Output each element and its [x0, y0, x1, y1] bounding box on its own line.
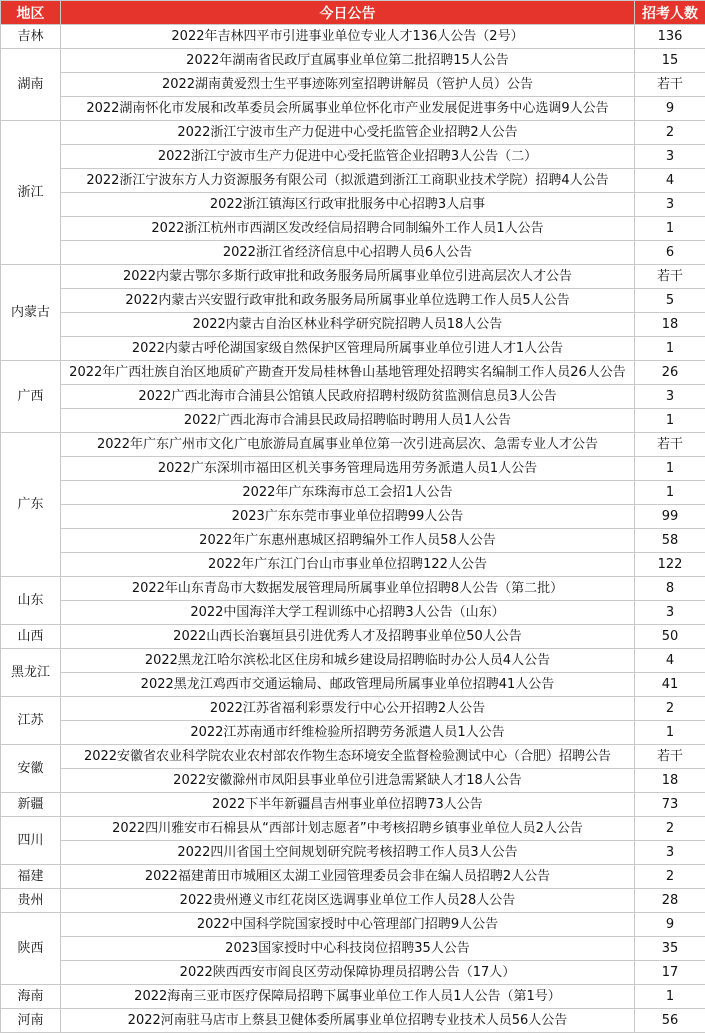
count-cell: 35	[635, 937, 705, 961]
notice-link[interactable]: 2022四川雅安市石棉县从“西部计划志愿者”中考核招聘乡镇事业单位人员2人公告	[61, 817, 635, 841]
notice-link[interactable]: 2022海南三亚市医疗保障局招聘下属事业单位工作人员1人公告（第1号）	[61, 985, 635, 1009]
notice-link[interactable]: 2022中国海洋大学工程训练中心招聘3人公告（山东）	[61, 601, 635, 625]
region-cell: 浙江	[1, 121, 61, 265]
table-row	[1, 697, 705, 721]
table-row	[1, 769, 705, 793]
header-region: 地区	[1, 1, 61, 25]
table-row	[1, 841, 705, 865]
notice-link[interactable]: 2023国家授时中心科技岗位招聘35人公告	[61, 937, 635, 961]
count-cell: 若干	[635, 265, 705, 289]
table-row	[1, 73, 705, 97]
notice-link[interactable]: 2022内蒙古兴安盟行政审批和政务服务局所属事业单位选聘工作人员5人公告	[61, 289, 635, 313]
count-cell: 41	[635, 673, 705, 697]
notice-link[interactable]: 2022福建莆田市城厢区太湖工业园管理委员会非在编人员招聘2人公告	[61, 865, 635, 889]
notice-link[interactable]: 2022江苏南通市纤维检验所招聘劳务派遣人员1人公告	[61, 721, 635, 745]
notice-link[interactable]: 2022贵州遵义市红花岗区选调事业单位工作人员28人公告	[61, 889, 635, 913]
count-cell: 若干	[635, 433, 705, 457]
header-notice: 今日公告	[61, 1, 635, 25]
region-cell: 湖南	[1, 49, 61, 121]
table-row	[1, 961, 705, 985]
table-row	[1, 745, 705, 769]
count-cell: 2	[635, 697, 705, 721]
region-cell: 陕西	[1, 913, 61, 985]
notice-link[interactable]: 2022安徽省农业科学院农业农村部农作物生态环境安全监督检验测试中心（合肥）招聘公告	[61, 745, 635, 769]
notice-link[interactable]: 2022浙江宁波市生产力促进中心受托监管企业招聘2人公告	[61, 121, 635, 145]
count-cell: 18	[635, 769, 705, 793]
count-cell: 18	[635, 313, 705, 337]
notice-link[interactable]: 2022年山东青岛市大数据发展管理局所属事业单位招聘8人公告（第二批）	[61, 577, 635, 601]
count-cell: 99	[635, 505, 705, 529]
table-row	[1, 193, 705, 217]
header-count: 招考人数	[635, 1, 705, 25]
table-header	[1, 1, 705, 25]
table-row	[1, 217, 705, 241]
count-cell: 56	[635, 1009, 705, 1033]
notice-link[interactable]: 2022内蒙古鄂尔多斯行政审批和政务服务局所属事业单位引进高层次人才公告	[61, 265, 635, 289]
table-row	[1, 865, 705, 889]
region-cell: 海南	[1, 985, 61, 1009]
table-row	[1, 529, 705, 553]
count-cell: 2	[635, 121, 705, 145]
notice-link[interactable]: 2022浙江宁波市生产力促进中心受托监管企业招聘3人公告（二）	[61, 145, 635, 169]
count-cell: 1	[635, 985, 705, 1009]
table-row	[1, 121, 705, 145]
region-cell: 江苏	[1, 697, 61, 745]
count-cell: 3	[635, 601, 705, 625]
notice-link[interactable]: 2022山西长治襄垣县引进优秀人才及招聘事业单位50人公告	[61, 625, 635, 649]
table-row	[1, 577, 705, 601]
region-cell: 山西	[1, 625, 61, 649]
table-row	[1, 649, 705, 673]
notice-link[interactable]: 2022江苏省福利彩票发行中心公开招聘2人公告	[61, 697, 635, 721]
table-row	[1, 889, 705, 913]
table-row	[1, 721, 705, 745]
count-cell: 58	[635, 529, 705, 553]
count-cell: 4	[635, 649, 705, 673]
notice-link[interactable]: 2022年广东惠州惠城区招聘编外工作人员58人公告	[61, 529, 635, 553]
notice-link[interactable]: 2022年吉林四平市引进事业单位专业人才136人公告（2号）	[61, 25, 635, 49]
notice-link[interactable]: 2022年广西壮族自治区地质矿产勘查开发局桂林鲁山基地管理处招聘实名编制工作人员26人公告	[61, 361, 635, 385]
header-row	[1, 1, 705, 25]
count-cell: 8	[635, 577, 705, 601]
count-cell: 1	[635, 409, 705, 433]
notice-link[interactable]: 2022年广东江门台山市事业单位招聘122人公告	[61, 553, 635, 577]
region-cell: 吉林	[1, 25, 61, 49]
notice-link[interactable]: 2022河南驻马店市上蔡县卫健体委所属事业单位招聘专业技术人员56人公告	[61, 1009, 635, 1033]
notice-link[interactable]: 2022内蒙古自治区林业科学研究院招聘人员18人公告	[61, 313, 635, 337]
region-cell: 四川	[1, 817, 61, 865]
count-cell: 5	[635, 289, 705, 313]
notice-link[interactable]: 2022黑龙江鸡西市交通运输局、邮政管理局所属事业单位招聘41人公告	[61, 673, 635, 697]
notice-link[interactable]: 2022湖南黄爱烈士生平事迹陈列室招聘讲解员（管护人员）公告	[61, 73, 635, 97]
count-cell: 若干	[635, 745, 705, 769]
table-row	[1, 241, 705, 265]
notice-link[interactable]: 2022浙江杭州市西湖区发改经信局招聘合同制编外工作人员1人公告	[61, 217, 635, 241]
count-cell: 73	[635, 793, 705, 817]
notice-link[interactable]: 2022下半年新疆昌吉州事业单位招聘73人公告	[61, 793, 635, 817]
table-row	[1, 337, 705, 361]
count-cell: 17	[635, 961, 705, 985]
table-row	[1, 553, 705, 577]
notice-link[interactable]: 2022广东深圳市福田区机关事务管理局选用劳务派遣人员1人公告	[61, 457, 635, 481]
count-cell: 3	[635, 841, 705, 865]
table-row	[1, 289, 705, 313]
count-cell: 50	[635, 625, 705, 649]
count-cell: 4	[635, 169, 705, 193]
count-cell: 28	[635, 889, 705, 913]
table-row	[1, 49, 705, 73]
count-cell: 15	[635, 49, 705, 73]
notice-link[interactable]: 2022年广东广州市文化广电旅游局直属事业单位第一次引进高层次、急需专业人才公告	[61, 433, 635, 457]
region-cell: 广西	[1, 361, 61, 433]
notice-link[interactable]: 2022安徽滁州市凤阳县事业单位引进急需紧缺人才18人公告	[61, 769, 635, 793]
table-body	[1, 25, 705, 1033]
region-cell: 新疆	[1, 793, 61, 817]
table-row	[1, 25, 705, 49]
table-row	[1, 817, 705, 841]
count-cell: 136	[635, 25, 705, 49]
region-cell: 安徽	[1, 745, 61, 793]
notice-link[interactable]: 2022浙江镇海区行政审批服务中心招聘3人启事	[61, 193, 635, 217]
count-cell: 6	[635, 241, 705, 265]
table-row	[1, 433, 705, 457]
table-row	[1, 601, 705, 625]
count-cell: 2	[635, 865, 705, 889]
count-cell: 1	[635, 337, 705, 361]
count-cell: 3	[635, 145, 705, 169]
notice-link[interactable]: 2022内蒙古呼伦湖国家级自然保护区管理局所属事业单位引进人才1人公告	[61, 337, 635, 361]
table-row	[1, 625, 705, 649]
table-row	[1, 265, 705, 289]
table-row	[1, 385, 705, 409]
table-row	[1, 793, 705, 817]
region-cell: 山东	[1, 577, 61, 625]
table-row	[1, 361, 705, 385]
count-cell: 9	[635, 913, 705, 937]
table-row	[1, 913, 705, 937]
region-cell: 黑龙江	[1, 649, 61, 697]
region-cell: 福建	[1, 865, 61, 889]
table-row	[1, 1009, 705, 1033]
count-cell: 1	[635, 721, 705, 745]
region-cell: 广东	[1, 433, 61, 577]
notice-link[interactable]: 2022中国科学院国家授时中心管理部门招聘9人公告	[61, 913, 635, 937]
notice-link[interactable]: 2022湖南怀化市发展和改革委员会所属事业单位怀化市产业发展促进事务中心选调9人公告	[61, 97, 635, 121]
count-cell: 1	[635, 217, 705, 241]
region-cell: 河南	[1, 1009, 61, 1033]
count-cell: 3	[635, 193, 705, 217]
notice-link[interactable]: 2023广东东莞市事业单位招聘99人公告	[61, 505, 635, 529]
count-cell: 2	[635, 817, 705, 841]
table-row	[1, 985, 705, 1009]
notice-link[interactable]: 2022四川省国土空间规划研究院考核招聘工作人员3人公告	[61, 841, 635, 865]
table-row	[1, 409, 705, 433]
notice-link[interactable]: 2022陕西西安市阎良区劳动保障协理员招聘公告（17人）	[61, 961, 635, 985]
table-row	[1, 97, 705, 121]
count-cell: 26	[635, 361, 705, 385]
table-row	[1, 481, 705, 505]
notice-link[interactable]: 2022黑龙江哈尔滨松北区住房和城乡建设局招聘临时办公人员4人公告	[61, 649, 635, 673]
count-cell: 1	[635, 481, 705, 505]
count-cell: 1	[635, 457, 705, 481]
notice-link[interactable]: 2022广西北海市合浦县公馆镇人民政府招聘村级防贫监测信息员3人公告	[61, 385, 635, 409]
table-row	[1, 313, 705, 337]
table-row	[1, 169, 705, 193]
notice-link[interactable]: 2022年广东珠海市总工会招1人公告	[61, 481, 635, 505]
notice-link[interactable]: 2022浙江省经济信息中心招聘人员6人公告	[61, 241, 635, 265]
table-row	[1, 145, 705, 169]
region-cell: 内蒙古	[1, 265, 61, 361]
notice-link[interactable]: 2022年湖南省民政厅直属事业单位第二批招聘15人公告	[61, 49, 635, 73]
region-cell: 贵州	[1, 889, 61, 913]
table-row	[1, 505, 705, 529]
table-row	[1, 457, 705, 481]
count-cell: 3	[635, 385, 705, 409]
count-cell: 若干	[635, 73, 705, 97]
count-cell: 9	[635, 97, 705, 121]
notice-link[interactable]: 2022浙江宁波东方人力资源服务有限公司（拟派遣到浙江工商职业技术学院）招聘4人公告	[61, 169, 635, 193]
table-row	[1, 937, 705, 961]
notice-link[interactable]: 2022广西北海市合浦县民政局招聘临时聘用人员1人公告	[61, 409, 635, 433]
table-row	[1, 673, 705, 697]
count-cell: 122	[635, 553, 705, 577]
